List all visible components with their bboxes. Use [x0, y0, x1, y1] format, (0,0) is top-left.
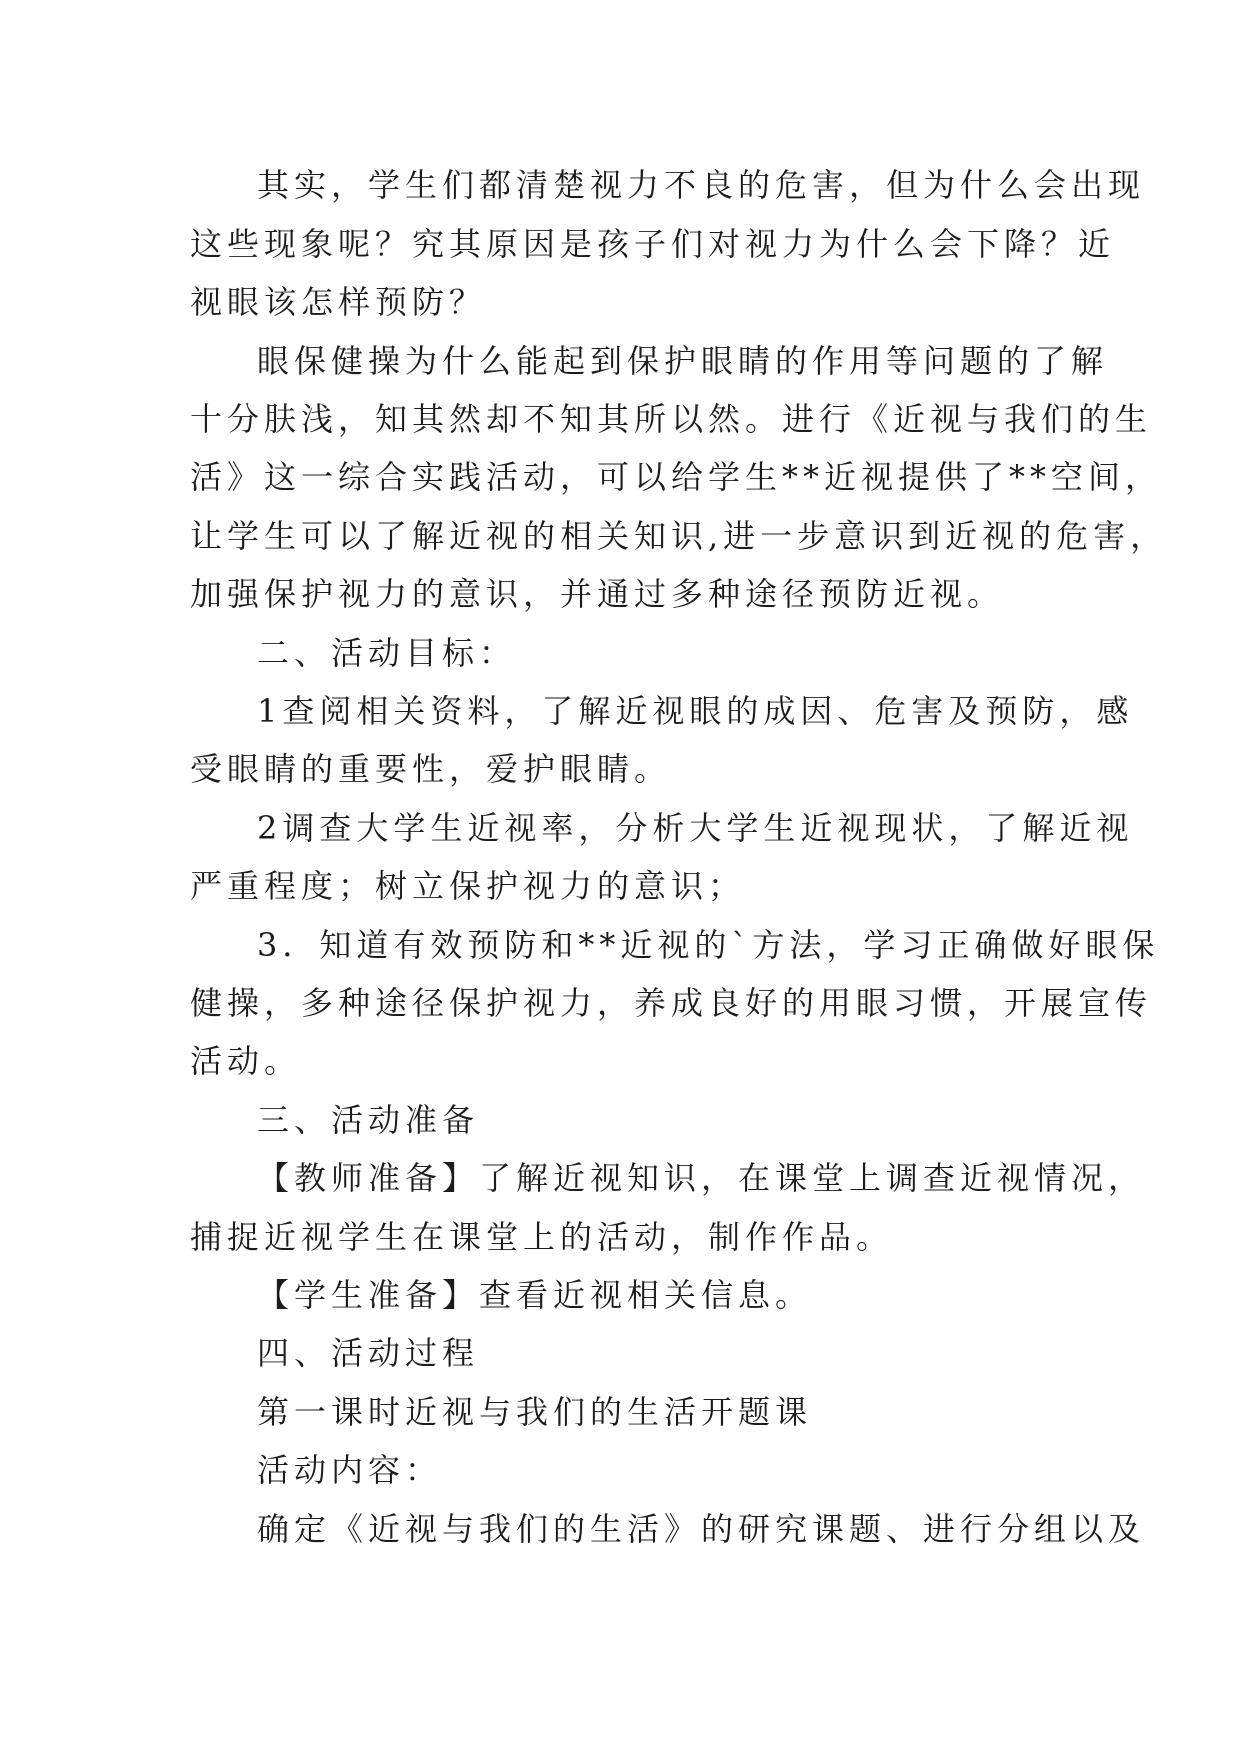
paragraph-line: 确定《近视与我们的生活》的研究课题、进行分组以及	[257, 1510, 1146, 1548]
paragraph-line: 1查阅相关资料，了解近视眼的成因、危害及预防，感	[257, 692, 1134, 730]
paragraph-line: 2调查大学生近视率，分析大学生近视现状，了解近视	[257, 809, 1134, 847]
paragraph-line: 活》这一综合实践活动，可以给学生**近视提供了**空间，	[190, 458, 1163, 496]
paragraph-line: 严重程度；树立保护视力的意识；	[190, 867, 746, 905]
paragraph-line: 【学生准备】查看近视相关信息。	[257, 1276, 813, 1314]
section-heading: 二、活动目标：	[257, 634, 517, 672]
paragraph-line: 加强保护视力的意识，并通过多种途径预防近视。	[190, 575, 1005, 613]
paragraph-line: 活动内容：	[257, 1451, 443, 1489]
paragraph-line: 【教师准备】了解近视知识，在课堂上调查近视情况，	[257, 1159, 1146, 1197]
paragraph-line: 3．知道有效预防和**近视的`方法，学习正确做好眼保	[257, 926, 1160, 964]
paragraph-line: 这些现象呢？究其原因是孩子们对视力为什么会下降？近	[190, 225, 1116, 263]
paragraph-line: 活动。	[190, 1042, 302, 1080]
paragraph-line: 十分肤浅，知其然却不知其所以然。进行《近视与我们的生	[190, 400, 1153, 438]
section-heading: 三、活动准备	[257, 1101, 480, 1139]
paragraph-line: 受眼睛的重要性，爱护眼睛。	[190, 750, 672, 788]
paragraph-line: 捕捉近视学生在课堂上的活动，制作作品。	[190, 1218, 894, 1256]
paragraph-line: 第一课时近视与我们的生活开题课	[257, 1393, 813, 1431]
paragraph-line: 健操，多种途径保护视力，养成良好的用眼习惯，开展宣传	[190, 984, 1153, 1022]
paragraph-line: 其实，学生们都清楚视力不良的危害，但为什么会出现	[257, 166, 1146, 204]
paragraph-line: 视眼该怎样预防？	[190, 283, 487, 321]
paragraph-line: 让学生可以了解近视的相关知识,进一步意识到近视的危害，	[190, 517, 1168, 555]
section-heading: 四、活动过程	[257, 1334, 480, 1372]
paragraph-line: 眼保健操为什么能起到保护眼睛的作用等问题的了解	[257, 342, 1109, 380]
